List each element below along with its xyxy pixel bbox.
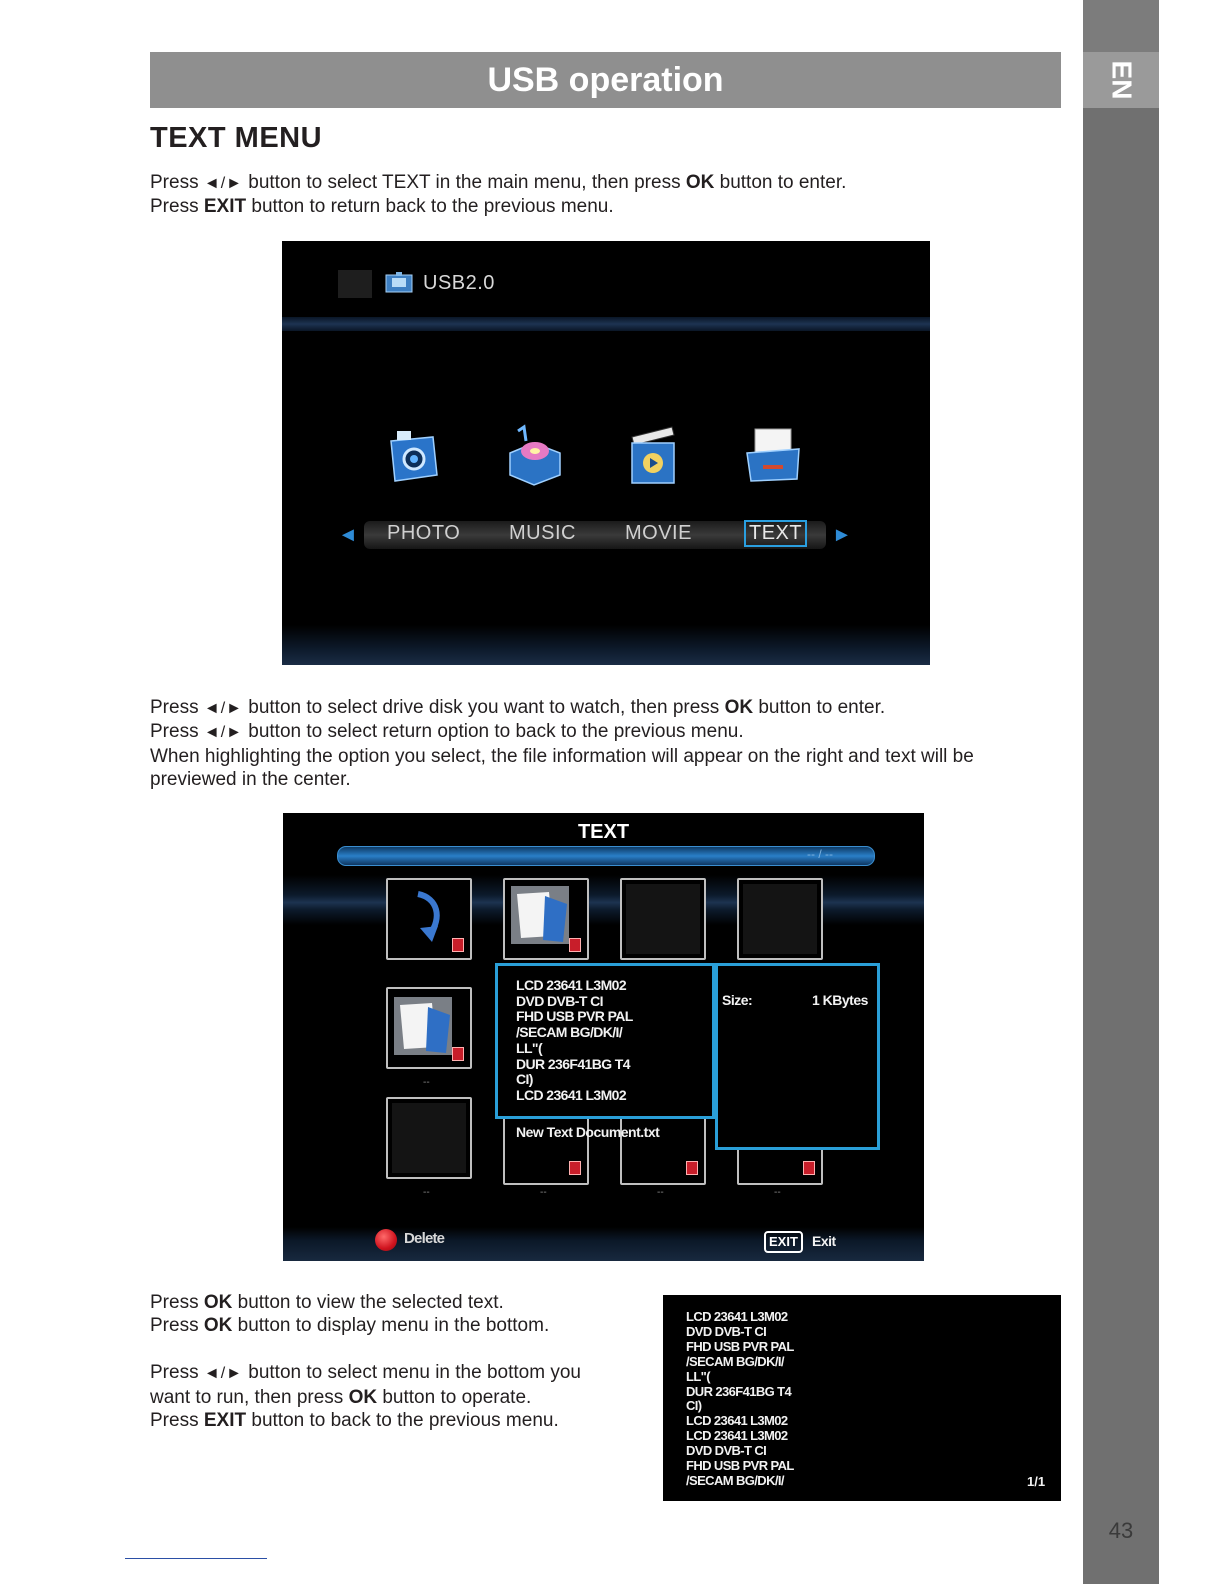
drive-line-4: previewed in the center. [150, 769, 351, 791]
intro-line-2: Press EXIT button to return back to the previous menu. [150, 196, 614, 218]
page-number: 43 [1108, 1518, 1134, 1543]
tile-marker [569, 1161, 581, 1175]
tile-marker [452, 1047, 464, 1061]
drive-instructions [150, 696, 974, 792]
view-line-1: Press OK button to view the selected text. [150, 1292, 504, 1313]
text-viewer-screenshot [663, 1295, 1061, 1501]
menu-item-movie[interactable]: MOVIE [625, 522, 692, 544]
side-strip-top [1083, 0, 1159, 52]
bottom-glow-band [282, 625, 930, 665]
text-preview-panel [495, 963, 715, 1119]
view-gap [150, 1338, 581, 1361]
intro-instructions [150, 171, 846, 219]
footer-rule [125, 1558, 267, 1559]
view-line-4: want to run, then press OK button to operate. [150, 1386, 532, 1408]
viewer-page-indicator: 1/1 [1027, 1474, 1046, 1489]
size-label: Size: [722, 992, 753, 1008]
menu-right-arrow[interactable]: ► [832, 524, 852, 546]
drive-line-3: When highlighting the option you select, the file information will appear on the right and text will be [150, 745, 974, 767]
size-value: 1 KBytes [812, 992, 868, 1008]
header-glow-band [283, 875, 924, 925]
view-line-5: Press EXIT button to back to the previous menu. [150, 1410, 559, 1432]
file-tile[interactable] [386, 987, 472, 1069]
delete-label: Delete [404, 1230, 445, 1247]
menu-item-photo[interactable]: PHOTO [387, 522, 461, 544]
tile-marker [452, 938, 464, 952]
drive-label[interactable]: USB2.0 [423, 272, 495, 294]
usb-drive-icon [385, 272, 413, 294]
section-title: TEXT MENU [150, 122, 323, 154]
tile-caption: -- [423, 1077, 430, 1088]
tile-caption: -- [423, 1187, 430, 1198]
menu-left-arrow[interactable]: ◄ [338, 524, 358, 546]
top-glow-band [282, 317, 930, 331]
file-info-panel [715, 963, 880, 1150]
tile-marker [569, 938, 581, 952]
text-file-icon [392, 995, 454, 1057]
tile-caption: -- [774, 1187, 781, 1198]
drive-line-2: Press ◄/► button to select return option to back to the previous menu. [150, 721, 744, 743]
page-indicator: -- / -- [807, 847, 833, 861]
language-label: EN [1106, 60, 1137, 100]
empty-tile[interactable] [386, 1097, 472, 1179]
exit-key-icon[interactable]: EXIT [764, 1231, 803, 1253]
tile-caption: -- [540, 1187, 547, 1198]
photo-icon [383, 423, 443, 489]
path-bar [337, 846, 875, 866]
exit-label: Exit [812, 1233, 836, 1249]
tile-marker [803, 1161, 815, 1175]
browser-title: TEXT [577, 821, 630, 843]
language-tab [1083, 52, 1159, 108]
side-strip [1083, 0, 1159, 1584]
file-tile[interactable] [503, 878, 589, 960]
drive-line-1: Press ◄/► button to select drive disk you want to watch, then press OK button to enter. [150, 697, 886, 718]
menu-item-text[interactable]: TEXT [744, 520, 807, 547]
return-tile[interactable] [386, 878, 472, 960]
drive-square [338, 270, 372, 298]
viewer-text: LCD 23641 L3M02 DVD DVB-T CI FHD USB PVR PAL /SECAM BG/DK/I/ LL"( DUR 236F41BG T4 CI) LCD 23641 L3M02 LCD 23641 L3M02 DVD DVB-T CI FHD USB PVR PAL /SECAM BG/DK/I/ [686, 1309, 794, 1488]
intro-line-1: Press ◄/► button to select TEXT in the main menu, then press OK button to enter. [150, 172, 847, 193]
tile-marker [686, 1161, 698, 1175]
view-instructions [150, 1291, 581, 1432]
menu-item-music[interactable]: MUSIC [509, 522, 576, 544]
return-arrow-icon [408, 888, 448, 946]
usb-main-menu-screenshot [282, 241, 930, 665]
delete-red-button-icon[interactable] [375, 1229, 397, 1251]
empty-tile[interactable] [737, 878, 823, 960]
tile-caption: -- [657, 1187, 664, 1198]
movie-icon [622, 423, 682, 489]
music-icon [504, 423, 564, 489]
empty-tile[interactable] [620, 878, 706, 960]
preview-text: LCD 23641 L3M02 DVD DVB-T CI FHD USB PVR PAL /SECAM BG/DK/I/ LL"( DUR 236F41BG T4 CI) LCD 23641 L3M02 [516, 977, 633, 1103]
page-header: USB operation [150, 52, 1061, 108]
view-line-3: Press ◄/► button to select menu in the bottom you [150, 1362, 581, 1384]
file-name: New Text Document.txt [516, 1124, 660, 1140]
text-file-icon [509, 884, 571, 946]
view-line-2: Press OK button to display menu in the bottom. [150, 1315, 550, 1337]
text-browser-screenshot [283, 813, 924, 1261]
text-icon [743, 423, 803, 489]
